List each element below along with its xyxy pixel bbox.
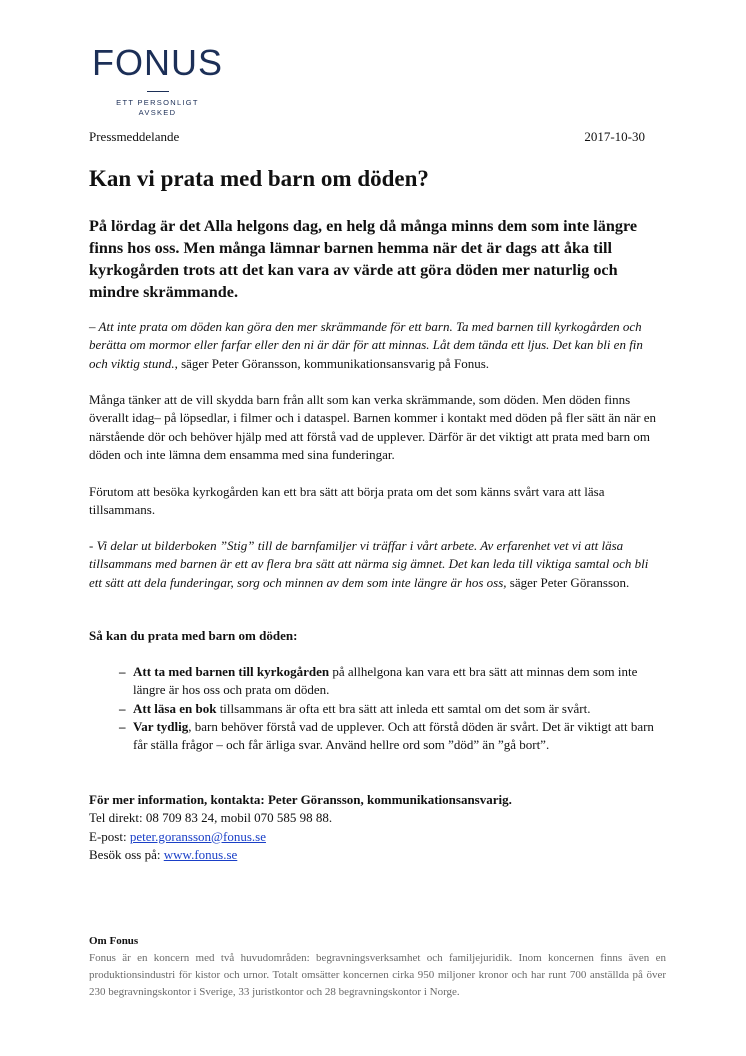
list-dash: – xyxy=(119,664,126,679)
contact-email-line xyxy=(89,828,664,846)
quote-1-attribution: , säger Peter Göransson, kommunikationsansvarig på Fonus. xyxy=(174,355,490,371)
list-dash: – xyxy=(119,718,126,734)
about-heading: Om Fonus xyxy=(89,935,139,947)
body-paragraph-1: Många tänker att de vill skydda barn från allt som kan verka skrämmande, som döden. Men döden finns överallt idag– på löpsedlar, i filmer och i dataspel. Barnen kommer i kontakt med döden på fler sätt än när en närstående dör och behöver hjälp med att förstå vad de upplever. Därför är det viktigt att prata med barn om döden och inte lämna dem ensamma med sina funderingar. xyxy=(89,392,656,462)
website-link[interactable]: www.fonus.se xyxy=(163,846,238,862)
body-paragraph-2: Förutom att besöka kyrkogården kan ett bra sätt att börja prata om det som känns svårt vara att läsa tillsammans. xyxy=(89,484,605,518)
web-label: Besök oss på: xyxy=(89,846,164,862)
quote-paragraph-1 xyxy=(89,318,664,373)
logo-tagline-line-1: ETT PERSONLIGT xyxy=(116,98,199,107)
list-dash: – xyxy=(119,700,126,716)
fonus-logo xyxy=(89,44,226,118)
tips-heading: Så kan du prata med barn om döden: xyxy=(89,628,298,643)
tip-2-bold: Att läsa en bok xyxy=(133,700,217,716)
quote-2-text: - Vi delar ut bilderboken ”Stig” till de barnfamiljer vi träffar i vårt arbete. Av erfarenhet vet vi att läsa tillsammans med barnen är ett av flera bra sätt att närma sig ämnet. Det kan leda till viktiga samtal och bli ett sätt att dela funderingar, sorg och minnen av dem som inte längre är hos oss, xyxy=(89,538,649,590)
list-item xyxy=(119,700,664,718)
document-type-label: Pressmeddelande xyxy=(89,129,180,144)
about-text: Fonus är en koncern med två huvudområden: begravningsverksamhet och familjejuridik. Inom koncernen finns även en produktionsindustri för kistor och urnor. Totalt omsätter koncernen cirka 950 miljoner kronor och har runt 700 anställda på över 230 begravningskontor i Sverige, 33 juristkontor och 28 begravningskontor i Norge. xyxy=(89,952,666,998)
email-link[interactable]: peter.goransson@fonus.se xyxy=(129,828,266,844)
list-item xyxy=(119,718,664,755)
quote-1-text: – Att inte prata om döden kan göra den mer skrämmande för ett barn. Ta med barnen till kyrkogården och berätta om mormor eller farfar eller den ni är där för att minnas. Låt dem tända ett ljus. Det kan bli en fin och viktig stund. xyxy=(89,319,643,371)
contact-block xyxy=(89,791,664,864)
list-item xyxy=(119,663,664,700)
document-meta xyxy=(89,129,645,145)
tip-1-text: på allhelgona kan vara ett bra sätt att minnas dem som inte längre är hos oss och prata om döden. xyxy=(133,664,638,698)
contact-web-line xyxy=(89,846,664,864)
quote-2-attribution: säger Peter Göransson. xyxy=(506,574,630,590)
contact-phone: Tel direkt: 08 709 83 24, mobil 070 585 98 88. xyxy=(89,810,333,826)
release-date: 2017-10-30 xyxy=(584,129,645,144)
page-title: Kan vi prata med barn om döden? xyxy=(89,166,429,191)
logo-tagline-line-2: AVSKED xyxy=(138,108,177,117)
email-label: E-post: xyxy=(89,828,130,844)
logo-divider xyxy=(147,91,169,92)
tips-list xyxy=(119,663,664,754)
tip-3-text: , barn behöver förstå vad de upplever. Och att förstå döden är svårt. Det är viktigt att barn får ställa frågor – och får ärliga svar. Använd hellre ord som ”död” än ”gå bort”. xyxy=(133,718,654,753)
tip-2-text: tillsammans är ofta ett bra sätt att inleda ett samtal om det som är svårt. xyxy=(216,700,591,716)
tip-3-bold: Var tydlig xyxy=(133,718,189,734)
lead-paragraph: På lördag är det Alla helgons dag, en helg då många minns dem som inte längre finns hos oss. Men många lämnar barnen hemma när det är dags att åka till kyrkogården trots att det kan vara av värde att göra döden mer naturlig och mindre skrämmande. xyxy=(89,217,638,301)
quote-paragraph-2 xyxy=(89,537,664,592)
logo-wordmark: FONUS xyxy=(92,42,223,83)
contact-heading: För mer information, kontakta: Peter Göransson, kommunikationsansvarig. xyxy=(89,792,512,807)
tip-1-bold: Att ta med barnen till kyrkogården xyxy=(133,664,330,679)
